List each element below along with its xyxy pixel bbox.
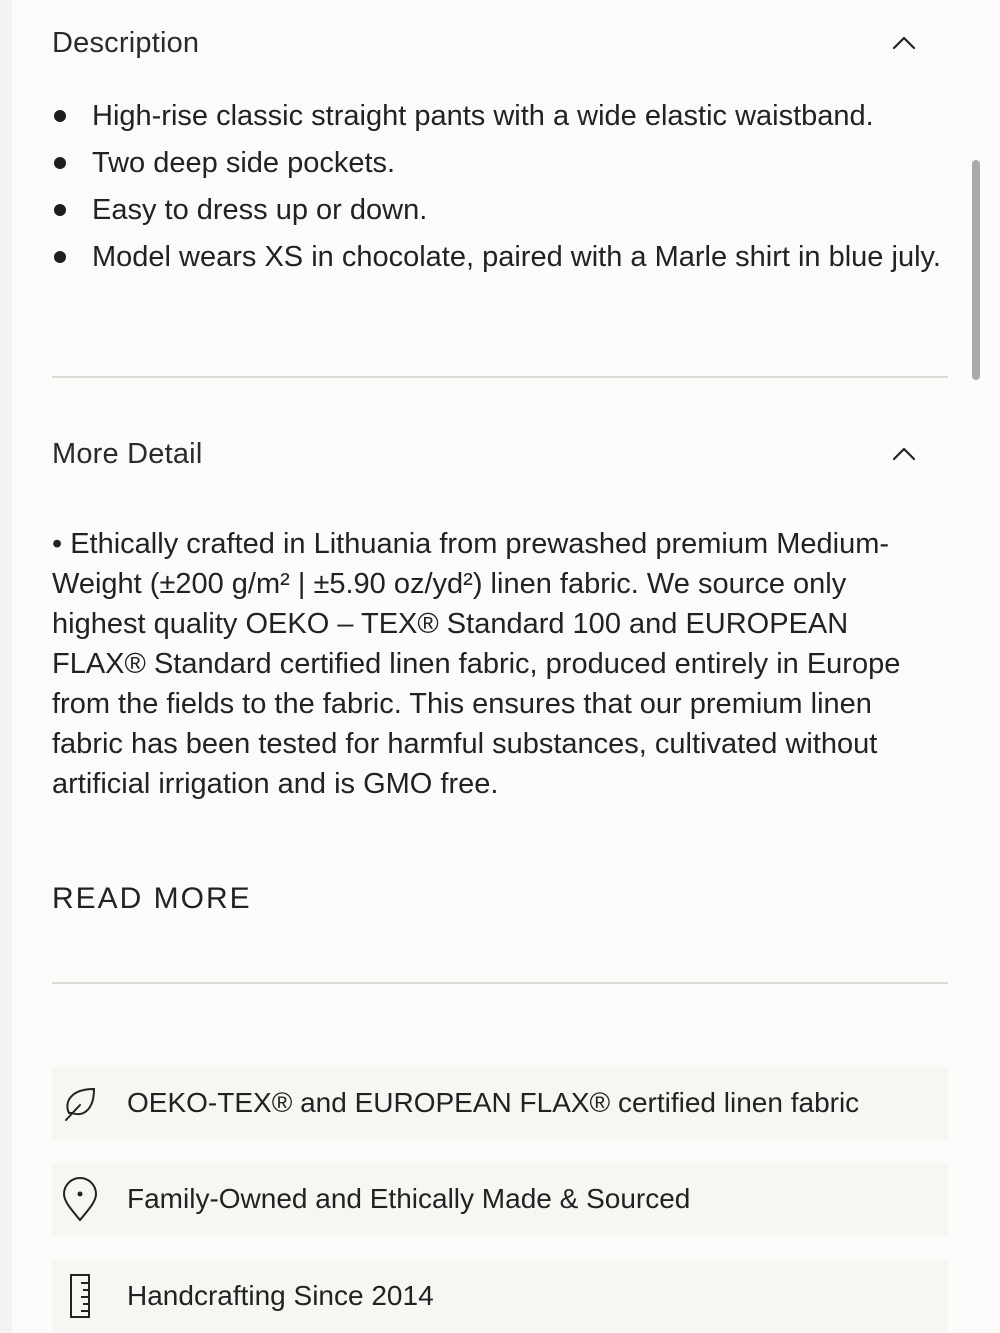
description-list [52, 96, 942, 284]
section-divider [52, 982, 948, 984]
feature-row-handcrafting [52, 1260, 948, 1332]
list-item: High-rise classic straight pants with a wide elastic waistband. [52, 96, 942, 136]
bullet-icon [54, 204, 66, 216]
feature-row-family-owned [52, 1163, 948, 1235]
chevron-up-icon[interactable] [890, 29, 918, 57]
more-detail-accordion-header[interactable] [52, 432, 948, 476]
ruler-icon [56, 1272, 104, 1320]
list-item: Two deep side pockets. [52, 143, 942, 183]
location-pin-icon [56, 1175, 104, 1223]
feature-text: OEKO-TEX® and EUROPEAN FLAX® certified linen fabric [127, 1087, 860, 1118]
bullet-icon [54, 251, 66, 263]
description-title: Description [52, 26, 200, 59]
read-more-link[interactable]: READ MORE [52, 882, 252, 915]
more-detail-title: More Detail [52, 437, 203, 470]
page-gutter [0, 0, 12, 1333]
chevron-up-icon[interactable] [890, 440, 918, 468]
leaf-icon [56, 1079, 104, 1127]
list-item: Model wears XS in chocolate, paired with a Marle shirt in blue july. [52, 237, 942, 277]
more-detail-text: • Ethically crafted in Lithuania from prewashed premium Medium-Weight (±200 g/m² | ±5.90 oz/yd²) linen fabric. We source only highest quality OEKO – TEX® Standard 100 and EUROPEAN FLAX® Standard certified linen fabric, produced entirely in Europe from the fields to the fabric. This ensures that our premium linen fabric has been tested for harmful substances, cultivated without artificial irrigation and is GMO free. [52, 528, 901, 800]
bullet-icon [54, 157, 66, 169]
feature-text: Handcrafting Since 2014 [127, 1280, 434, 1311]
description-accordion-header[interactable] [52, 21, 948, 65]
feature-row-certified [52, 1067, 948, 1139]
bullet-icon [54, 110, 66, 122]
section-divider [52, 376, 948, 378]
feature-text: Family-Owned and Ethically Made & Sourced [127, 1183, 691, 1214]
scrollbar-thumb[interactable] [972, 160, 980, 380]
list-item: Easy to dress up or down. [52, 190, 942, 230]
